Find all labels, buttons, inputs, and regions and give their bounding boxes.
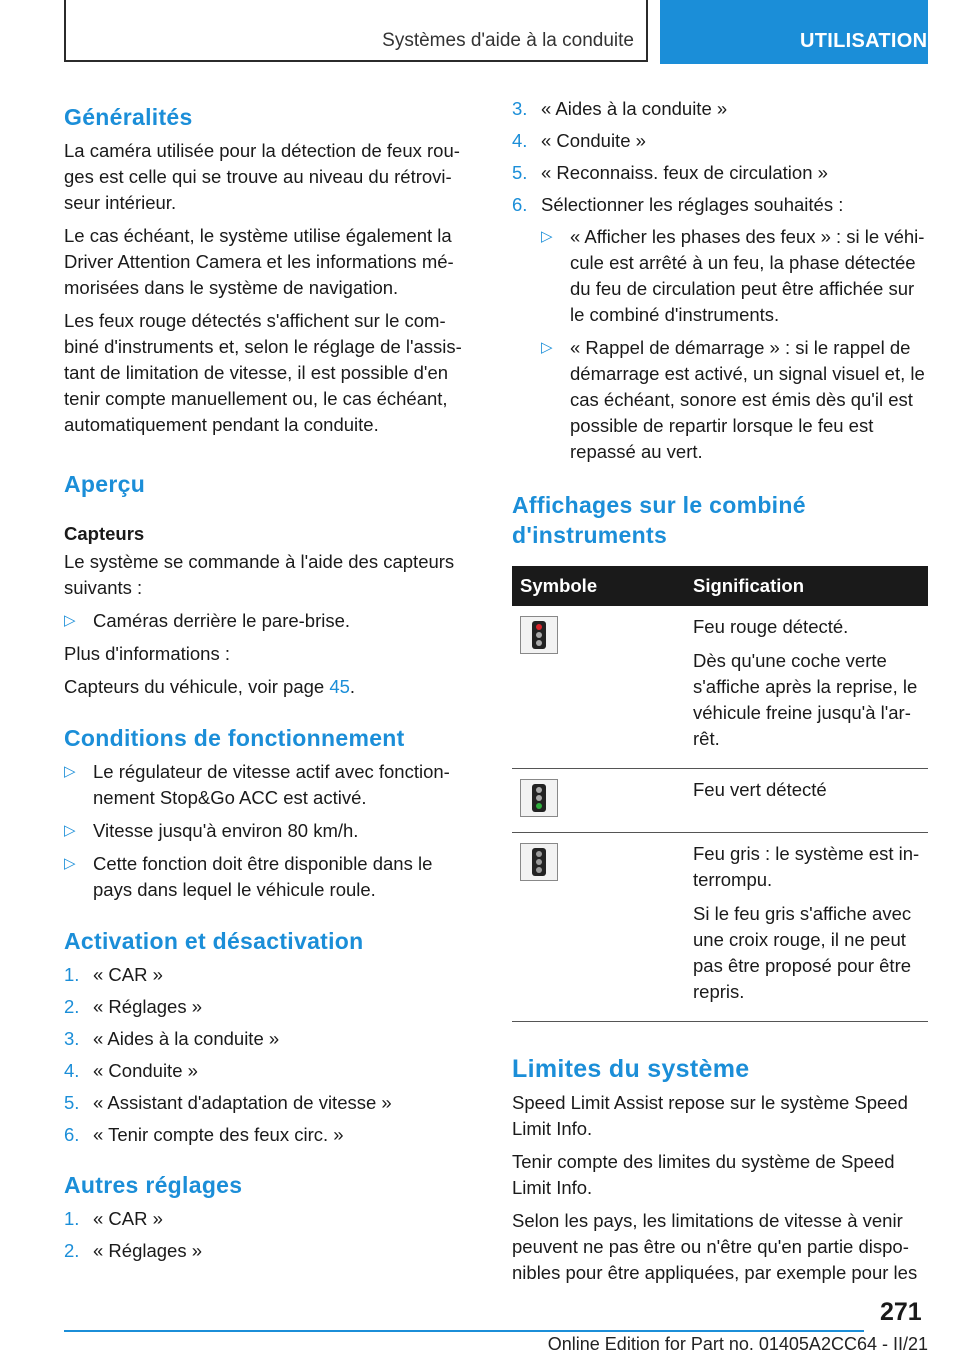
green-traffic-light-icon	[520, 779, 558, 817]
paragraph: Les feux rouge détectés s'affichent sur le com-biné d'instruments et, selon le réglage de l'assis-tant de limitation de vitesse, il est possible d'en tenir compte manuellement ou, le cas échéant, automatiquement pendant la conduite.	[64, 310, 462, 435]
section-title: Systèmes d'aide à la conduite	[64, 0, 648, 62]
table-cell-text: Dès qu'une coche verte s'affiche après la reprise, le véhicule freine jusqu'à l'ar-rêt.	[693, 650, 918, 749]
heading-apercu: Aperçu	[64, 471, 146, 497]
red-traffic-light-icon	[520, 616, 558, 654]
table-row	[512, 833, 928, 1022]
footer-divider	[64, 1330, 864, 1332]
paragraph: Speed Limit Assist repose sur le système Speed Limit Info.	[512, 1092, 908, 1139]
right-column	[512, 96, 928, 1293]
other-settings-steps	[64, 1206, 476, 1264]
heading-limites: Limites du système	[512, 1055, 750, 1083]
heading-autres-reglages: Autres réglages	[64, 1172, 243, 1198]
heading-activation: Activation et désactivation	[64, 928, 364, 954]
list-item: 5. « Assistant d'adaptation de vitesse »	[64, 1092, 392, 1113]
table-cell-text: Feu vert détecté	[693, 779, 827, 800]
paragraph: La caméra utilisée pour la détection de feux rou-ges est celle qui se trouve au niveau du rétrovi-seur intérieur.	[64, 140, 460, 213]
bullet-list	[64, 608, 476, 634]
table-row	[512, 769, 928, 833]
list-item: ▷ Cette fonction doit être disponible dans le pays dans lequel le véhicule roule.	[64, 851, 476, 903]
paragraph: Le cas échéant, le système utilise également la Driver Attention Camera et les informations mé-morisées dans le système de navigation.	[64, 225, 454, 298]
grey-traffic-light-icon	[520, 843, 558, 881]
list-item: 3. « Aides à la conduite »	[64, 1028, 280, 1049]
list-item: 3. « Aides à la conduite »	[512, 98, 728, 119]
column-header-symbol: Symbole	[512, 566, 685, 606]
list-item: ▷ Le régulateur de vitesse actif avec fonction-nement Stop&Go ACC est activé.	[64, 759, 476, 811]
paragraph: Plus d'informations :	[64, 643, 230, 664]
conditions-list	[64, 759, 476, 903]
paragraph: Le système se commande à l'aide des capteurs suivants :	[64, 551, 455, 598]
paragraph: Tenir compte des limites du système de Speed Limit Info.	[512, 1151, 895, 1198]
page-reference: Capteurs du véhicule, voir page 45.	[64, 676, 356, 697]
list-item: 6. « Tenir compte des feux circ. »	[64, 1124, 344, 1145]
page-number: 271	[880, 1298, 922, 1326]
table-row	[512, 606, 928, 769]
left-column	[64, 96, 476, 1270]
column-header-meaning: Signification	[685, 566, 928, 606]
list-item: 1. « CAR »	[64, 964, 163, 985]
table-cell-text: Feu gris : le système est in-terrompu.	[693, 843, 920, 890]
continued-steps	[512, 96, 928, 218]
list-item: 2. « Réglages »	[64, 1240, 203, 1261]
activation-steps	[64, 962, 476, 1148]
paragraph: Selon les pays, les limitations de vitesse à venir peuvent ne pas être ou n'être qu'en partie dispo-nibles pour être appliquées, par exemple pour les	[512, 1210, 918, 1283]
heading-generalites: Généralités	[64, 104, 193, 130]
list-item: ▷ « Afficher les phases des feux » : si le véhi-cule est arrêté à un feu, la phase détectée du feu de circulation peut être affichée sur le combiné d'instruments.	[541, 224, 928, 328]
edition-note: Online Edition for Part no. 01405A2CC64 - II/21	[547, 1334, 928, 1354]
heading-conditions: Conditions de fonctionnement	[64, 725, 405, 751]
table-cell-text: Feu rouge détecté.	[693, 616, 849, 637]
list-item: 6. Sélectionner les réglages souhaités :	[512, 194, 844, 215]
list-item: ▷ Vitesse jusqu'à environ 80 km/h.	[64, 818, 476, 844]
page-link[interactable]: 45	[329, 676, 350, 697]
list-item: ▷ Caméras derrière le pare-brise.	[64, 608, 476, 634]
symbol-table	[512, 566, 928, 1022]
table-header-row	[512, 566, 928, 606]
page-header	[64, 0, 928, 64]
list-item: 1. « CAR »	[64, 1208, 163, 1229]
list-item: 2. « Réglages »	[64, 996, 203, 1017]
list-item: ▷ « Rappel de démarrage » : si le rappel de démarrage est activé, un signal visuel et, le cas échéant, sonore est émis dès qu'il est possible de repartir lorsque le feu est repassé au vert.	[541, 335, 928, 465]
subheading-capteurs: Capteurs	[64, 523, 145, 544]
settings-bullets	[512, 224, 928, 465]
list-item: 4. « Conduite »	[512, 130, 646, 151]
list-item: 4. « Conduite »	[64, 1060, 198, 1081]
table-cell-text: Si le feu gris s'affiche avec une croix rouge, il ne peut pas être proposé pour être repris.	[693, 903, 912, 1002]
list-item: 5. « Reconnaiss. feux de circulation »	[512, 162, 828, 183]
heading-affichages: Affichages sur le combiné d'instruments	[512, 492, 806, 548]
chapter-tab[interactable]: UTILISATION	[660, 0, 928, 64]
